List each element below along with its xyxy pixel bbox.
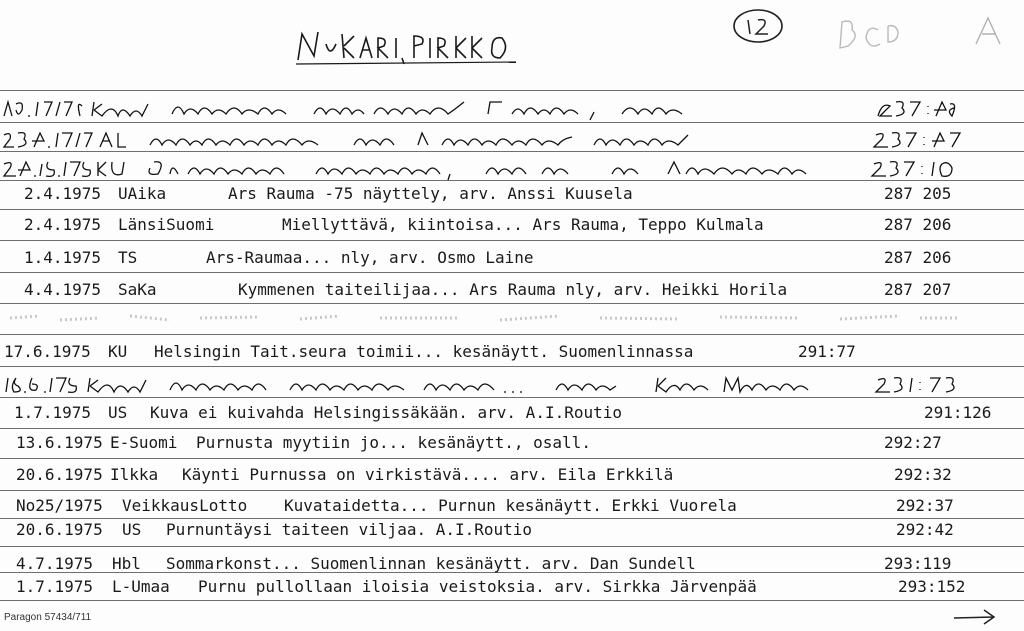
- entry-source: Ilkka: [110, 465, 159, 484]
- entry-text: Kymmenen taiteilijaa... Ars Rauma nly, arv. Heikki Horila: [238, 280, 788, 299]
- entry-date: 4.4.1975: [24, 280, 102, 299]
- entry-date: 4.7.1975: [16, 554, 94, 573]
- entry-ref: 292:42: [896, 520, 954, 539]
- entry-row: [0, 182, 1024, 208]
- entry-ref: 291:77: [798, 342, 856, 361]
- entry-text: Ars-Raumaa... nly, arv. Osmo Laine: [206, 248, 534, 267]
- entry-source: Hbl: [112, 554, 141, 573]
- entry-source: E-Suomi: [110, 433, 178, 452]
- ruled-line: [0, 240, 1024, 241]
- entry-text: Helsingin Tait.seura toimii... kesänäytt. Suomenlinnassa: [154, 342, 694, 361]
- entry-text: Purnu pullollaan iloisia veistoksia. arv. Sirkka Järvenpää: [198, 577, 757, 596]
- entry-date: 20.6.1975: [16, 520, 103, 539]
- handwritten-entry: [2, 127, 962, 155]
- card-footer: Paragon 57434/711: [4, 612, 92, 623]
- entry-ref: 292:27: [884, 433, 942, 452]
- entry-date: 2.4.1975: [24, 184, 102, 203]
- entry-source: VeikkausLotto: [122, 496, 248, 515]
- entry-row: [0, 518, 1024, 544]
- entry-row: [0, 278, 1024, 304]
- handwritten-name: [296, 24, 526, 68]
- arrow-right-icon: [952, 606, 998, 630]
- ruled-line: [0, 546, 1024, 547]
- entry-row: [0, 401, 1024, 427]
- entry-date: 1.7.1975: [14, 403, 92, 422]
- entry-row: [0, 246, 1024, 272]
- entry-source: US: [108, 403, 128, 422]
- entry-source: SaKa: [118, 280, 157, 299]
- handwritten-circled-number: [730, 6, 790, 50]
- entry-date: 1.4.1975: [24, 248, 102, 267]
- ruled-line: [0, 490, 1024, 491]
- entry-ref: 287 206: [884, 215, 952, 234]
- faded-entry: [0, 306, 1024, 328]
- ruled-line: [0, 458, 1024, 459]
- entry-ref: 287 206: [884, 248, 952, 267]
- ruled-line: [0, 334, 1024, 335]
- entry-ref: 287 205: [884, 184, 952, 203]
- entry-row: [0, 213, 1024, 239]
- entry-source: US: [122, 520, 142, 539]
- entry-date: 17.6.1975: [4, 342, 91, 361]
- ruled-line: [0, 428, 1024, 429]
- entry-row: [0, 575, 1024, 601]
- entry-source: LänsiSuomi: [118, 215, 215, 234]
- entry-row: [0, 463, 1024, 489]
- entry-text: Kuvataidetta... Purnun kesänäytt. Erkki Vuorela: [284, 496, 737, 515]
- entry-source: TS: [118, 248, 138, 267]
- pencil-marks: [838, 14, 1018, 58]
- handwritten-entry: [2, 96, 962, 124]
- entry-row: [0, 494, 1024, 520]
- ruled-line: [0, 209, 1024, 210]
- handwritten-entry: [2, 156, 962, 184]
- entry-text: Ars Rauma -75 näyttely, arv. Anssi Kuusela: [228, 184, 633, 203]
- entry-ref: 293:152: [898, 577, 966, 596]
- entry-text: Purnusta myytiin jo... kesänäytt., osall.: [196, 433, 591, 452]
- entry-date: 2.4.1975: [24, 215, 102, 234]
- entry-row: [0, 431, 1024, 457]
- entry-ref: 291:126: [924, 403, 992, 422]
- entry-text: Purnuntäysi taiteen viljaa. A.I.Routio: [166, 520, 533, 539]
- entry-ref: 293:119: [884, 554, 952, 573]
- entry-date: 13.6.1975: [16, 433, 103, 452]
- entry-source: L-Umaa: [112, 577, 170, 596]
- handwritten-entry: [4, 372, 964, 400]
- entry-source: KU: [108, 342, 128, 361]
- entry-row: [0, 340, 1024, 366]
- entry-text: Sommarkonst... Suomenlinnan kesänäytt. arv. Dan Sundell: [166, 554, 696, 573]
- ruled-line: [0, 366, 1024, 367]
- entry-date: 1.7.1975: [16, 577, 94, 596]
- entry-ref: 292:37: [896, 496, 954, 515]
- entry-text: Käynti Purnussa on virkistävä.... arv. Eila Erkkilä: [182, 465, 674, 484]
- ruled-line: [0, 272, 1024, 273]
- entry-text: Kuva ei kuivahda Helsingissäkään. arv. A.I.Routio: [150, 403, 623, 422]
- entry-text: Miellyttävä, kiintoisa... Ars Rauma, Teppo Kulmala: [282, 215, 764, 234]
- entry-source: UAika: [118, 184, 167, 203]
- entry-ref: 287 207: [884, 280, 952, 299]
- entry-date: 20.6.1975: [16, 465, 103, 484]
- ruled-line: [0, 90, 1024, 91]
- entry-date: No25/1975: [16, 496, 103, 515]
- entry-ref: 292:32: [894, 465, 952, 484]
